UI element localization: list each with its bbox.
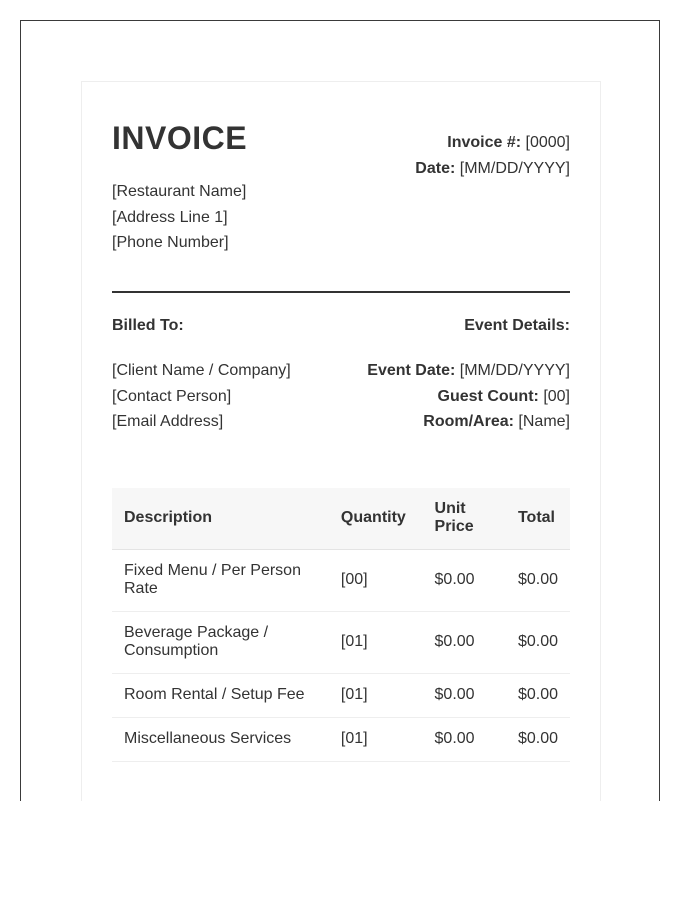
event-date-value: [MM/DD/YYYY] xyxy=(459,362,570,379)
event-date xyxy=(367,358,570,384)
row-unit-price: $0.00 xyxy=(423,717,490,761)
invoice-date-value: [MM/DD/YYYY] xyxy=(459,160,570,177)
row-description: Beverage Package / Consumption xyxy=(112,611,329,673)
header-description: Description xyxy=(112,488,329,549)
table-row xyxy=(112,611,570,673)
invoice-meta xyxy=(415,130,570,182)
row-quantity: [01] xyxy=(329,611,423,673)
table-row xyxy=(112,549,570,611)
header-quantity: Quantity xyxy=(329,488,423,549)
guest-count-value: [00] xyxy=(543,387,570,405)
row-unit-price: $0.00 xyxy=(423,549,490,611)
guest-count xyxy=(367,384,570,410)
invoice-date-label: Date: xyxy=(415,160,456,177)
header-divider xyxy=(112,291,570,293)
row-description: Room Rental / Setup Fee xyxy=(112,673,329,717)
event-details-heading: Event Details: xyxy=(464,317,570,334)
row-unit-price: $0.00 xyxy=(423,611,490,673)
row-unit-price: $0.00 xyxy=(423,673,490,717)
row-total: $0.00 xyxy=(490,717,570,761)
line-items-table xyxy=(112,488,570,762)
guest-count-label: Guest Count: xyxy=(437,387,539,405)
table-row xyxy=(112,673,570,717)
room-area-label: Room/Area: xyxy=(423,413,514,430)
event-date-label: Event Date: xyxy=(367,362,456,379)
contact-person: [Contact Person] xyxy=(112,387,232,405)
table-header-row xyxy=(112,488,570,549)
client-name: [Client Name / Company] xyxy=(112,362,291,379)
table-row xyxy=(112,717,570,761)
row-total: $0.00 xyxy=(490,611,570,673)
billed-to-block xyxy=(112,316,291,435)
invoice-title: INVOICE xyxy=(112,120,248,156)
row-description: Fixed Menu / Per Person Rate xyxy=(112,549,329,611)
row-total: $0.00 xyxy=(490,673,570,717)
header-total: Total xyxy=(490,488,570,549)
invoice-date xyxy=(415,156,570,182)
row-quantity: [00] xyxy=(329,549,423,611)
restaurant-name: [Restaurant Name] xyxy=(112,183,247,200)
row-total: $0.00 xyxy=(490,549,570,611)
restaurant-info xyxy=(112,179,246,256)
row-quantity: [01] xyxy=(329,673,423,717)
invoice-number-label: Invoice #: xyxy=(447,134,522,151)
invoice-number xyxy=(415,130,570,156)
header-unit-price: Unit Price xyxy=(423,488,490,549)
room-area-value: [Name] xyxy=(518,413,570,430)
row-description: Miscellaneous Services xyxy=(112,717,329,761)
room-area xyxy=(367,409,570,435)
event-details-block xyxy=(367,316,570,435)
restaurant-phone: [Phone Number] xyxy=(112,234,229,251)
invoice-header xyxy=(112,112,570,292)
invoice-number-value: [0000] xyxy=(525,134,570,151)
row-quantity: [01] xyxy=(329,717,423,761)
invoice-content xyxy=(112,112,570,747)
email-address: [Email Address] xyxy=(112,413,224,430)
restaurant-address: [Address Line 1] xyxy=(112,208,228,226)
billed-to-heading: Billed To: xyxy=(112,317,184,334)
